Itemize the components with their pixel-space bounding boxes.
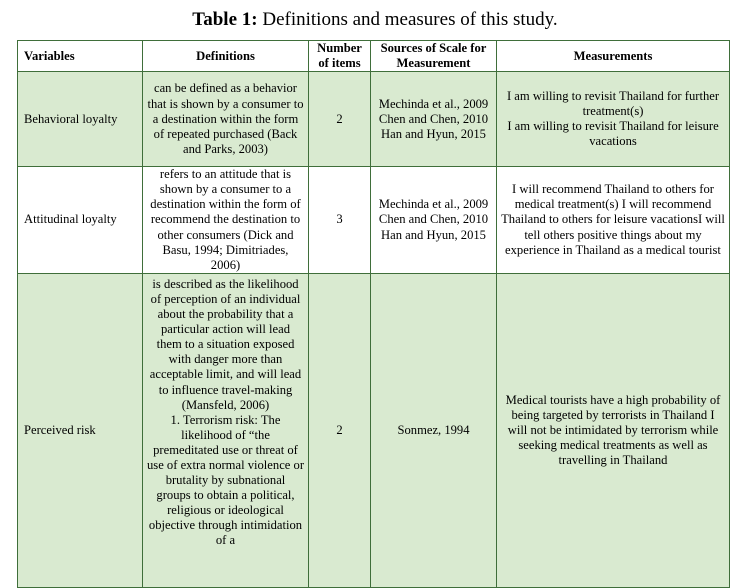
measurements-cell bbox=[497, 273, 730, 587]
table-row bbox=[18, 273, 730, 587]
variable-cell: Behavioral loyalty bbox=[18, 72, 143, 167]
definition-cell: refers to an attitude that is shown by a consumer to a destination within the form of recommend the destination to other consumers (Dick and Basu, 1994; Dimitriades, 2006) bbox=[143, 167, 309, 274]
variable-cell: Attitudinal loyalty bbox=[18, 167, 143, 274]
table-row bbox=[18, 72, 730, 167]
variable-cell: Perceived risk bbox=[18, 273, 143, 587]
source-line: Han and Hyun, 2015 bbox=[381, 227, 486, 242]
items-cell: 3 bbox=[309, 167, 371, 274]
source-line: Mechinda et al., 2009 bbox=[378, 197, 489, 212]
sources-cell bbox=[371, 167, 497, 274]
sources-cell bbox=[371, 273, 497, 587]
header-definitions: Definitions bbox=[143, 41, 309, 72]
table-caption-label: Table 1: bbox=[192, 9, 258, 30]
header-variables: Variables bbox=[18, 41, 143, 72]
source-line: Han and Hyun, 2015 bbox=[381, 126, 486, 141]
measurement-line: Medical tourists have a high probability of being targeted by terrorists in Thailand I will not be intimidated by terrorism while seeking medical treatments as well as travelling in Thailand bbox=[505, 392, 721, 467]
table-caption-text: Definitions and measures of this study. bbox=[257, 9, 558, 30]
definition-cell: can be defined as a behavior that is shown by a consumer to a destination within the form of repeated purchased (Back and Parks, 2003) bbox=[143, 72, 309, 167]
table-header-row bbox=[18, 41, 730, 72]
measurement-line: I am willing to revisit Thailand for further treatment(s) bbox=[506, 89, 720, 119]
definition-text: is described as the likelihood of perception of an individual about the probability that a particular action will lead them to a situation exposed with danger more than acceptable limit, and will lead to influence travel-making (Mansfeld, 2006) bbox=[149, 276, 302, 412]
measurement-line: I am willing to revisit Thailand for leisure vacations bbox=[507, 119, 719, 149]
source-line: Mechinda et al., 2009 bbox=[378, 96, 489, 111]
table-row bbox=[18, 167, 730, 274]
source-line: Sonmez, 1994 bbox=[397, 422, 470, 437]
source-line: Chen and Chen, 2010 bbox=[378, 212, 489, 227]
header-number-of-items: Number of items bbox=[309, 41, 371, 72]
measurements-cell bbox=[497, 72, 730, 167]
header-sources: Sources of Scale for Measurement bbox=[371, 41, 497, 72]
definition-continued-text: 1. Terrorism risk: The likelihood of “the premeditated use or threat of use of extra normal violence or brutality by subnational groups to obtain a political, religious or ideological objective through intimidation of a bbox=[147, 412, 305, 548]
definition-cell bbox=[143, 273, 309, 587]
header-measurements: Measurements bbox=[497, 41, 730, 72]
table-caption bbox=[0, 8, 750, 32]
sources-cell bbox=[371, 72, 497, 167]
items-cell: 2 bbox=[309, 273, 371, 587]
measurement-line: I will recommend Thailand to others for medical treatment(s) I will recommend Thailand to others for leisure vacationsI will tell others positive things about my experience in Thailand as a medical tourist bbox=[501, 182, 725, 257]
items-cell: 2 bbox=[309, 72, 371, 167]
source-line: Chen and Chen, 2010 bbox=[378, 111, 489, 126]
definitions-table bbox=[17, 40, 730, 588]
measurements-cell bbox=[497, 167, 730, 274]
